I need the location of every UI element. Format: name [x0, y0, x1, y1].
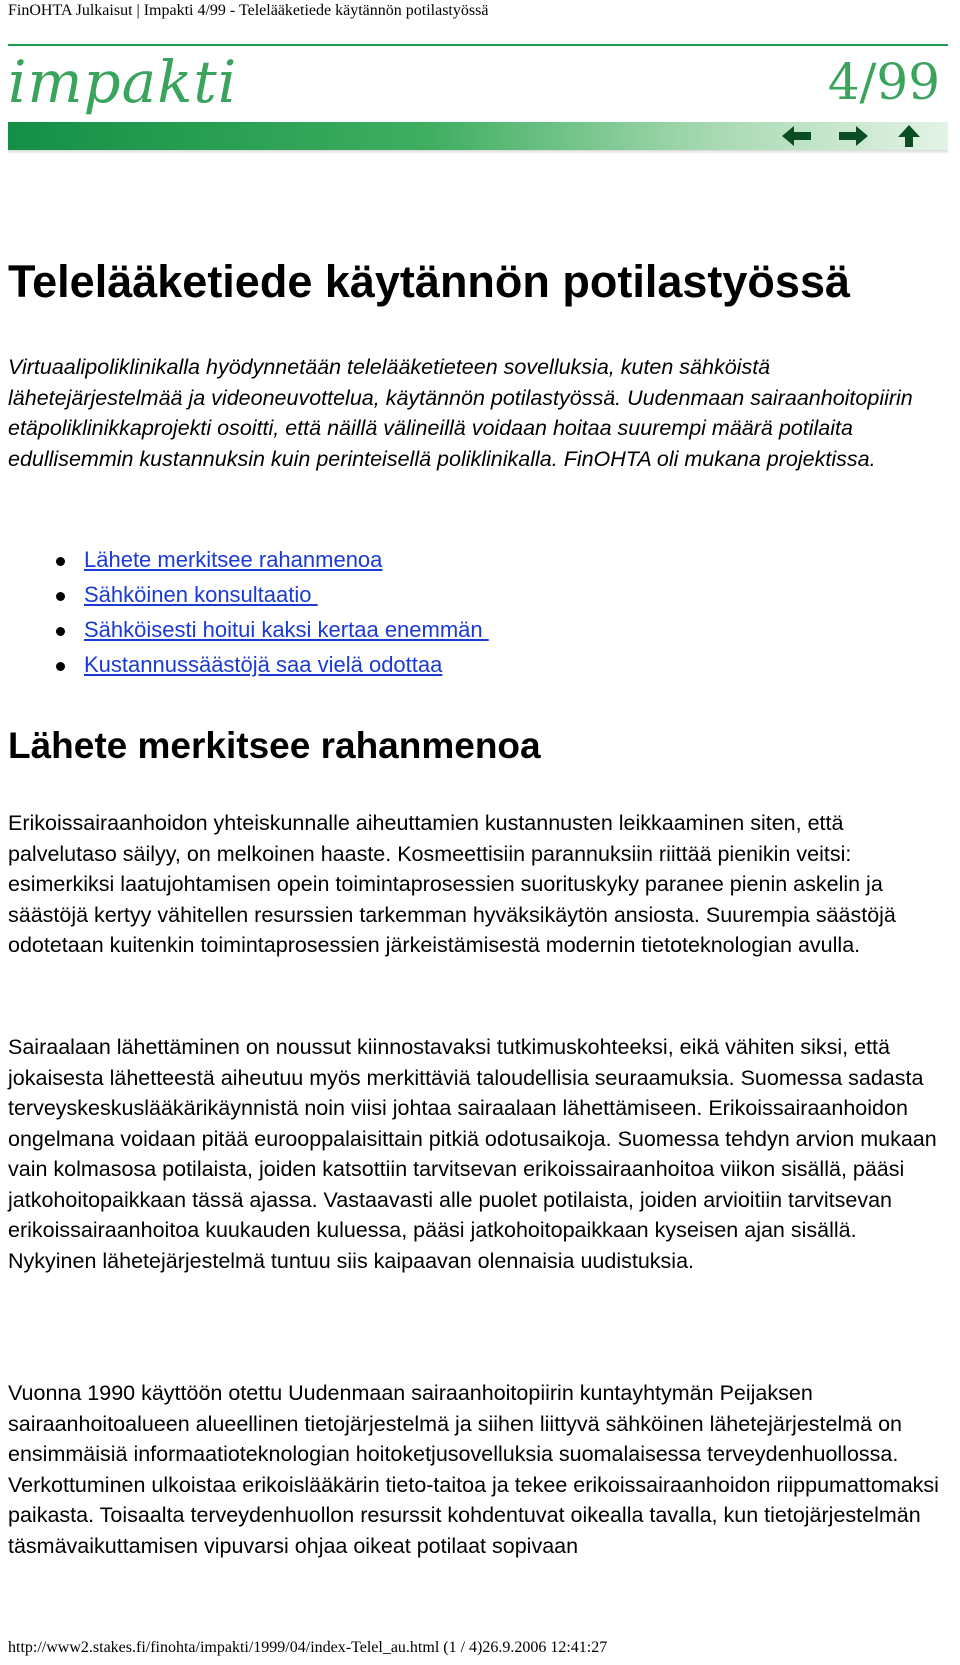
body-paragraph: Erikoissairaanhoidon yhteiskunnalle aiheuttamien kustannusten leikkaaminen siten, että palvelutaso säilyy, on melkoinen haaste. Kosmeettisiin parannuksiin riittää pienikin veitsi: esimerkiksi laatujohtamisen opein toimintaprosessien suorituskyky paranee pienin askelin ja säästöjä kertyy vähitellen resurssien tarkemman hyväksikäytön ansiosta. Suurempia säästöjä odotetaan kuitenkin toimintaprosessien järkeistämisestä modernin tietoteknologian avulla. — [8, 811, 896, 957]
article-lead: Virtuaalipoliklinikalla hyödynnetään telelääketieteen sovelluksia, kuten sähköistä lähetejärjestelmää ja videoneuvottelua, käytännön potilastyössä. Uudenmaan sairaanhoitopiirin etäpoliklinikkaprojekti osoitti, että näillä välineillä voidaan hoitaa suurempi määrä potilaita edullisemmin kustannuksin kuin perinteisellä poliklinikalla. FinOHTA oli mukana projektissa. — [8, 355, 913, 471]
banner-shadow — [8, 150, 948, 154]
toc-item — [52, 647, 489, 682]
print-footer: http://www2.stakes.fi/finohta/impakti/1999/04/index-Telel_au.html (1 / 4)26.9.2006 12:41:27 — [8, 1639, 608, 1656]
banner-divider — [8, 44, 948, 46]
impakti-banner — [8, 40, 948, 160]
body-paragraph: Vuonna 1990 käyttöön otettu Uudenmaan sairaanhoitopiirin kuntayhtymän Peijaksen sairaanhoitoalueen alueellinen tietojärjestelmä ja siihen liittyvä sähköinen lähetejärjestelmä on ensimmäisiä informaatioteknologian hoitoketjusovelluksia suomalaisessa terveydenhuollossa. Verkottuminen ulkoistaa erikoislääkärin tieto-taitoa ja tekee erikoissairaanhoidon riippumattomaksi paikasta. Toisaalta terveydenhuollon resurssit kohdentuvat oikealla tavalla, kun tietojärjestelmän täsmävaikuttamisen vipuvarsi ohjaa oikeat potilaat sopivaan — [8, 1381, 939, 1558]
section-heading: Lähete merkitsee rahanmenoa — [8, 725, 541, 766]
body-paragraph: Sairaalaan lähettäminen on noussut kiinnostavaksi tutkimuskohteeksi, eikä vähiten siksi, että jokaisesta lähetteestä aiheutuu myös merkittäviä taloudellisia seuraamuksia. Suomessa sadasta terveyskeskuslääkärikäynnistä noin viisi johtaa sairaalaan lähettämiseen. Erikoissairaanhoidon ongelmana voidaan pitää eurooppalaisittain pitkiä odotusaikoja. Suomessa tehdyn arvion mukaan vain kolmasosa potilaista, joiden katsottiin tarvitsevan erikoissairaanhoitoa viikon sisällä, pääsi jatkohoitopaikkaan tässä ajassa. Vastaavasti alle puolet potilaista, joiden arvioitiin tarvitsevan erikoissairaanhoitoa kuukauden kuluessa, pääsi jatkohoitopaikkaan kyseisen ajan sisällä. Nykyinen lähetejärjestelmä tuntuu siis kaipaavan olennaisia uudistuksia. — [8, 1035, 937, 1273]
arrow-left-icon[interactable] — [780, 125, 814, 147]
arrow-up-icon[interactable] — [892, 125, 926, 147]
nav-icons — [780, 125, 926, 147]
toc-item — [52, 542, 489, 577]
impakti-logo: impakti — [8, 48, 238, 116]
toc-item — [52, 612, 489, 647]
table-of-contents — [52, 542, 489, 682]
toc-link-kustannussaastoja[interactable]: Kustannussäästöjä saa vielä odottaa — [84, 652, 443, 677]
toc-link-lahete[interactable]: Lähete merkitsee rahanmenoa — [84, 547, 383, 572]
toc-item — [52, 577, 489, 612]
arrow-right-icon[interactable] — [836, 125, 870, 147]
issue-number: 4/99 — [827, 53, 940, 111]
print-header: FinOHTA Julkaisut | Impakti 4/99 - Telelääketiede käytännön potilastyössä — [8, 2, 489, 19]
article-title: Telelääketiede käytännön potilastyössä — [8, 256, 850, 307]
toc-link-sahkoinen-konsultaatio[interactable]: Sähköinen konsultaatio — [84, 582, 318, 607]
toc-link-kaksi-kertaa[interactable]: Sähköisesti hoitui kaksi kertaa enemmän — [84, 617, 489, 642]
